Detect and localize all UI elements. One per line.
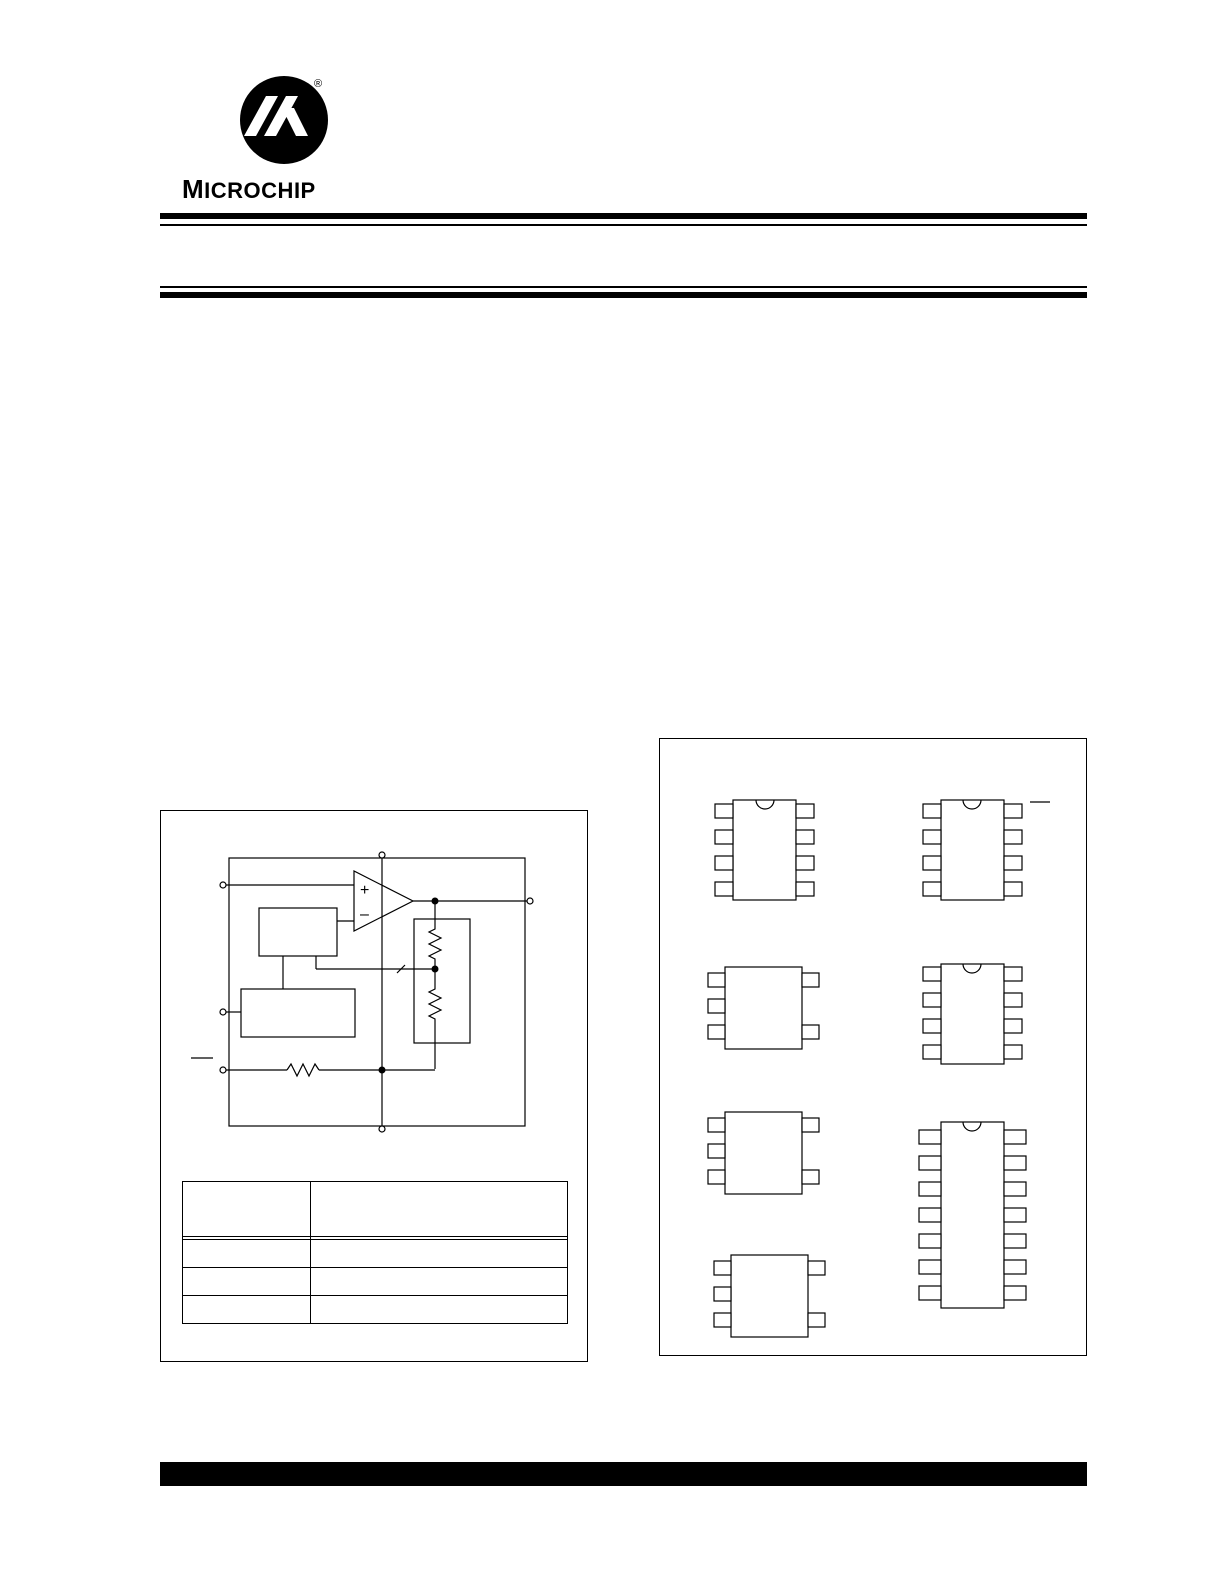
brand-wordmark bbox=[182, 174, 316, 206]
table-row-divider bbox=[183, 1267, 567, 1268]
table-column-divider bbox=[310, 1182, 311, 1323]
package-diagrams bbox=[660, 739, 1086, 1355]
brand-rest: ICROCHIP bbox=[204, 178, 316, 203]
header-rule-thick-top bbox=[160, 213, 1087, 219]
package-types-panel bbox=[659, 738, 1087, 1356]
opamp-minus-sign: – bbox=[360, 906, 369, 923]
header-rule-thin-top bbox=[160, 224, 1087, 226]
footer-bar bbox=[160, 1462, 1087, 1486]
block-diagram-panel bbox=[160, 810, 588, 1362]
table-header-divider bbox=[183, 1236, 567, 1240]
registered-mark: ® bbox=[314, 78, 323, 90]
brand-first-letter: M bbox=[182, 174, 205, 204]
table-row-divider bbox=[183, 1295, 567, 1296]
device-table bbox=[182, 1181, 568, 1324]
header-rule-thick-bottom bbox=[160, 292, 1087, 298]
header-rule-thin-bottom bbox=[160, 286, 1087, 288]
opamp-plus-sign: + bbox=[360, 882, 370, 899]
